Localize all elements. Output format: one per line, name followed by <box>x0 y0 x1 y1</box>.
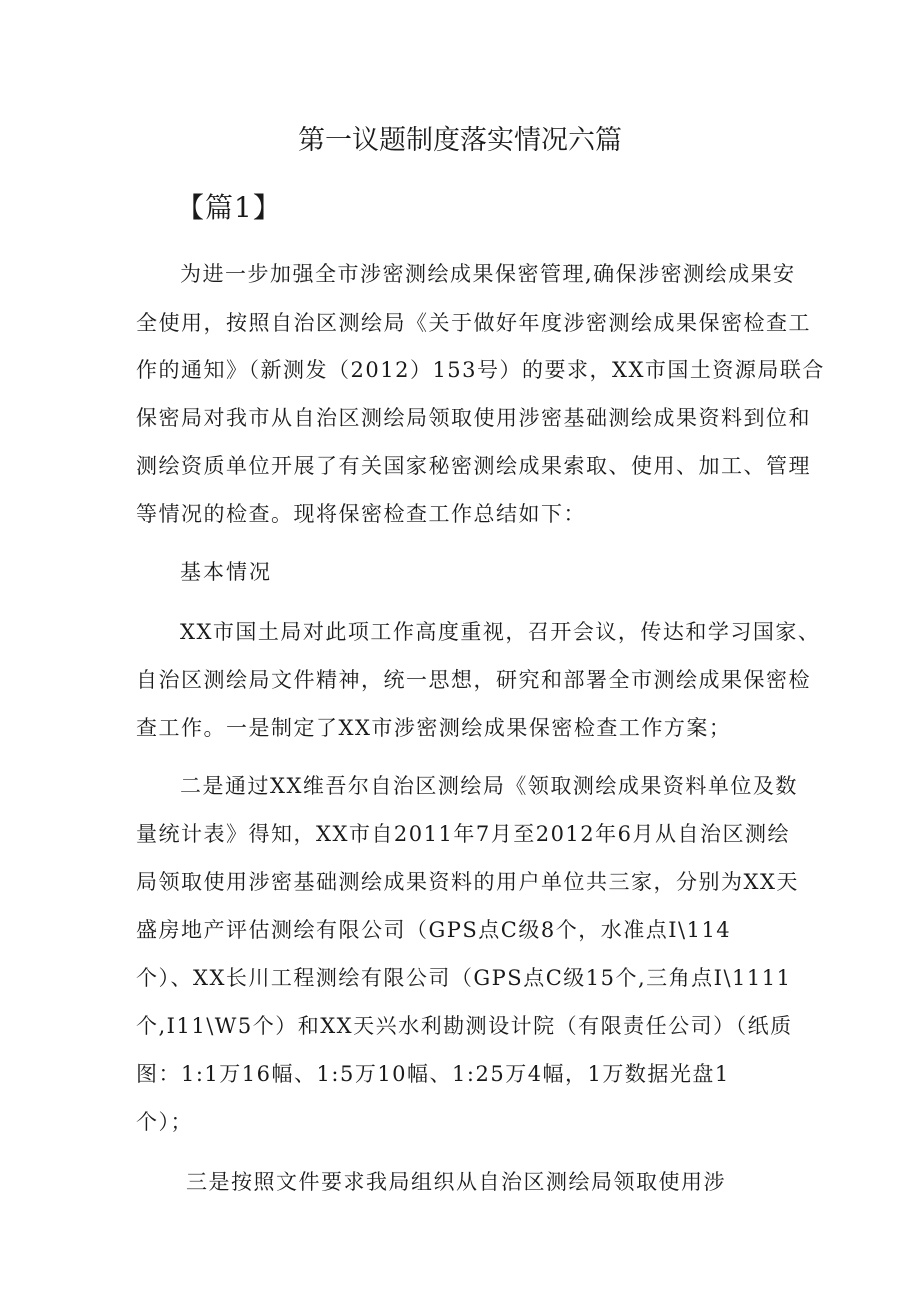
second-paragraph-line: 个,I11\W5个）和XX天兴水利勘测设计院（有限责任公司）（纸质 <box>136 1014 793 1038</box>
chapter-heading: 【篇1】 <box>176 191 282 224</box>
second-paragraph-line: 量统计表》得知，XX市自2011年7月至2012年6月从自治区测绘 <box>136 822 791 846</box>
second-paragraph-line: 图：1:1万16幅、1:5万10幅、1:25万4幅，1万数据光盘1 <box>136 1062 730 1086</box>
basic-paragraph-line: XX市国土局对此项工作高度重视，召开会议，传达和学习国家、 <box>180 620 821 644</box>
intro-paragraph-line: 保密局对我市从自治区测绘局领取使用涉密基础测绘成果资料到位和 <box>136 406 811 430</box>
second-paragraph-line: 个）； <box>136 1110 193 1134</box>
basic-paragraph-line: 自治区测绘局文件精神，统一思想，研究和部署全市测绘成果保密检 <box>136 668 811 692</box>
second-paragraph-line: 个）、XX长川工程测绘有限公司（GPS点C级15个,三角点I\1111 <box>136 966 792 990</box>
third-paragraph-line: 三是按照文件要求我局组织从自治区测绘局领取使用涉 <box>186 1170 726 1194</box>
document-title: 第一议题制度落实情况六篇 <box>298 125 622 156</box>
basic-paragraph-line: 查工作。一是制定了XX市涉密测绘成果保密检查工作方案； <box>136 716 732 740</box>
second-paragraph-line: 二是通过XX维吾尔自治区测绘局《领取测绘成果资料单位及数 <box>180 774 798 798</box>
intro-paragraph-line: 等情况的检查。现将保密检查工作总结如下： <box>136 502 586 526</box>
second-paragraph-line: 盛房地产评估测绘有限公司（GPS点C级8个，水准点I\114 <box>136 918 732 942</box>
intro-paragraph-line: 为进一步加强全市涉密测绘成果保密管理,确保涉密测绘成果安 <box>180 262 796 286</box>
intro-paragraph-line: 测绘资质单位开展了有关国家秘密测绘成果索取、使用、加工、管理 <box>136 454 811 478</box>
intro-paragraph-line: 全使用，按照自治区测绘局《关于做好年度涉密测绘成果保密检查工 <box>136 311 811 335</box>
intro-paragraph-line: 作的通知》（新测发（2012）153号）的要求，XX市国土资源局联合 <box>136 358 825 382</box>
section-heading-basic: 基本情况 <box>180 560 272 584</box>
second-paragraph-line: 局领取使用涉密基础测绘成果资料的用户单位共三家，分别为XX天 <box>136 870 799 894</box>
